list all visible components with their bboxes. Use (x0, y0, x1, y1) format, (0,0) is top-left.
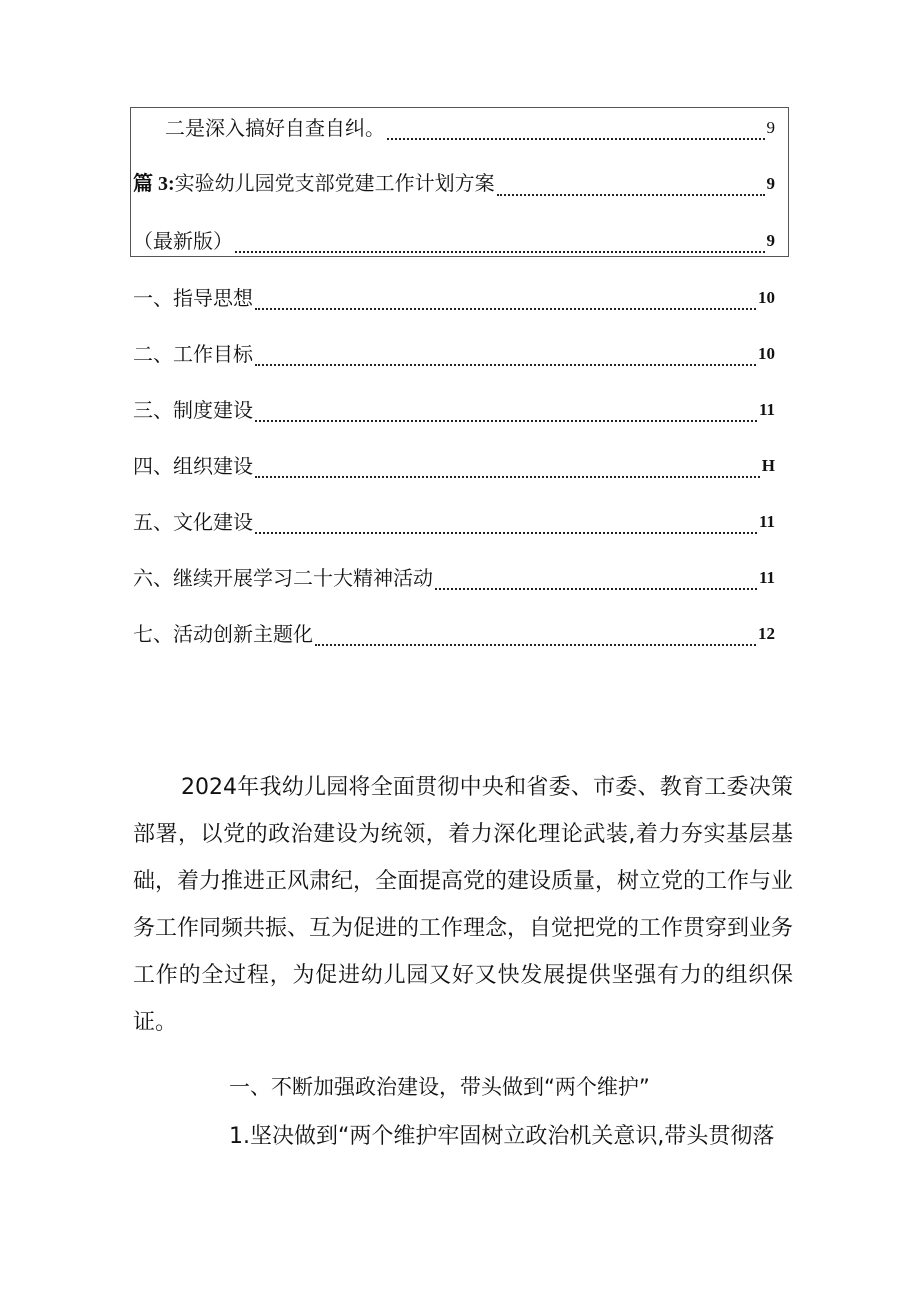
toc-entry-label: 六、继续开展学习二十大精神活动 (133, 566, 433, 590)
toc-entry-page: 10 (758, 288, 775, 307)
intro-paragraph: 2024年我幼儿园将全面贯彻中央和省委、市委、教育工委决策部署，以党的政治建设为统领，着力深化理论武装,着力夯实基层基础，着力推进正风肃纪，全面提高党的建设质量，树立党的工作与业务工作同频共振、互为促进的工作理念，自觉把党的工作贯穿到业务工作的全过程，为促进幼儿园又好又快发展提供坚强有力的组织保证。 (133, 775, 794, 1035)
toc-entry-page: 9 (766, 118, 775, 137)
toc-entry[interactable] (133, 510, 775, 534)
toc-leader-dots (435, 571, 757, 590)
toc-entry-page: 11 (758, 568, 775, 587)
toc-entry-page: 12 (758, 624, 775, 643)
toc-entry[interactable] (133, 454, 775, 478)
toc-leader-dots (255, 515, 757, 534)
toc-leader-dots (235, 234, 765, 253)
toc-leader-dots (255, 347, 756, 366)
toc-entry[interactable] (133, 286, 775, 310)
toc-entry[interactable] (133, 342, 775, 366)
section-heading: 一、不断加强政治建设，带头做到“两个维护” (229, 1075, 650, 1099)
toc-entry-page: H (761, 456, 775, 475)
toc-entry[interactable] (165, 116, 775, 140)
toc-entry-label: （最新版） (133, 229, 233, 253)
numbered-item: 1.坚决做到“两个维护牢固树立政治机关意识,带头贯彻落 (229, 1124, 775, 1149)
toc-entry-label: 五、文化建设 (133, 510, 253, 534)
toc-leader-dots (255, 459, 760, 478)
toc-entry-page: 11 (758, 512, 775, 531)
toc-entry-page: 11 (758, 400, 775, 419)
toc-entry[interactable] (133, 398, 775, 422)
toc-box (130, 107, 789, 257)
toc-entry[interactable] (133, 172, 775, 196)
toc-entry-label: 二、工作目标 (133, 342, 253, 366)
toc-entry-label: 四、组织建设 (133, 454, 253, 478)
toc-entry-page: 9 (766, 231, 775, 250)
toc-leader-dots (255, 291, 756, 310)
toc-leader-dots (497, 177, 765, 196)
toc-entry[interactable] (133, 622, 775, 646)
toc-entry[interactable] (133, 229, 775, 253)
toc-entry-label: 三、制度建设 (133, 398, 253, 422)
toc-leader-dots (315, 627, 756, 646)
toc-leader-dots (255, 403, 757, 422)
toc-entry-page: 9 (766, 174, 775, 193)
toc-leader-dots (387, 121, 765, 140)
toc-entry-page: 10 (758, 344, 775, 363)
toc-entry-label: 二是深入搞好自查自纠。 (165, 116, 385, 140)
toc-entry-label (133, 172, 495, 196)
toc-entry-title: 实验幼儿园党支部党建工作计划方案 (174, 172, 495, 195)
toc-entry-prefix: 篇 3: (133, 173, 175, 195)
toc-entry-label: 一、指导思想 (133, 286, 253, 310)
toc-entry-label: 七、活动创新主题化 (133, 622, 313, 646)
toc-entry[interactable] (133, 566, 775, 590)
